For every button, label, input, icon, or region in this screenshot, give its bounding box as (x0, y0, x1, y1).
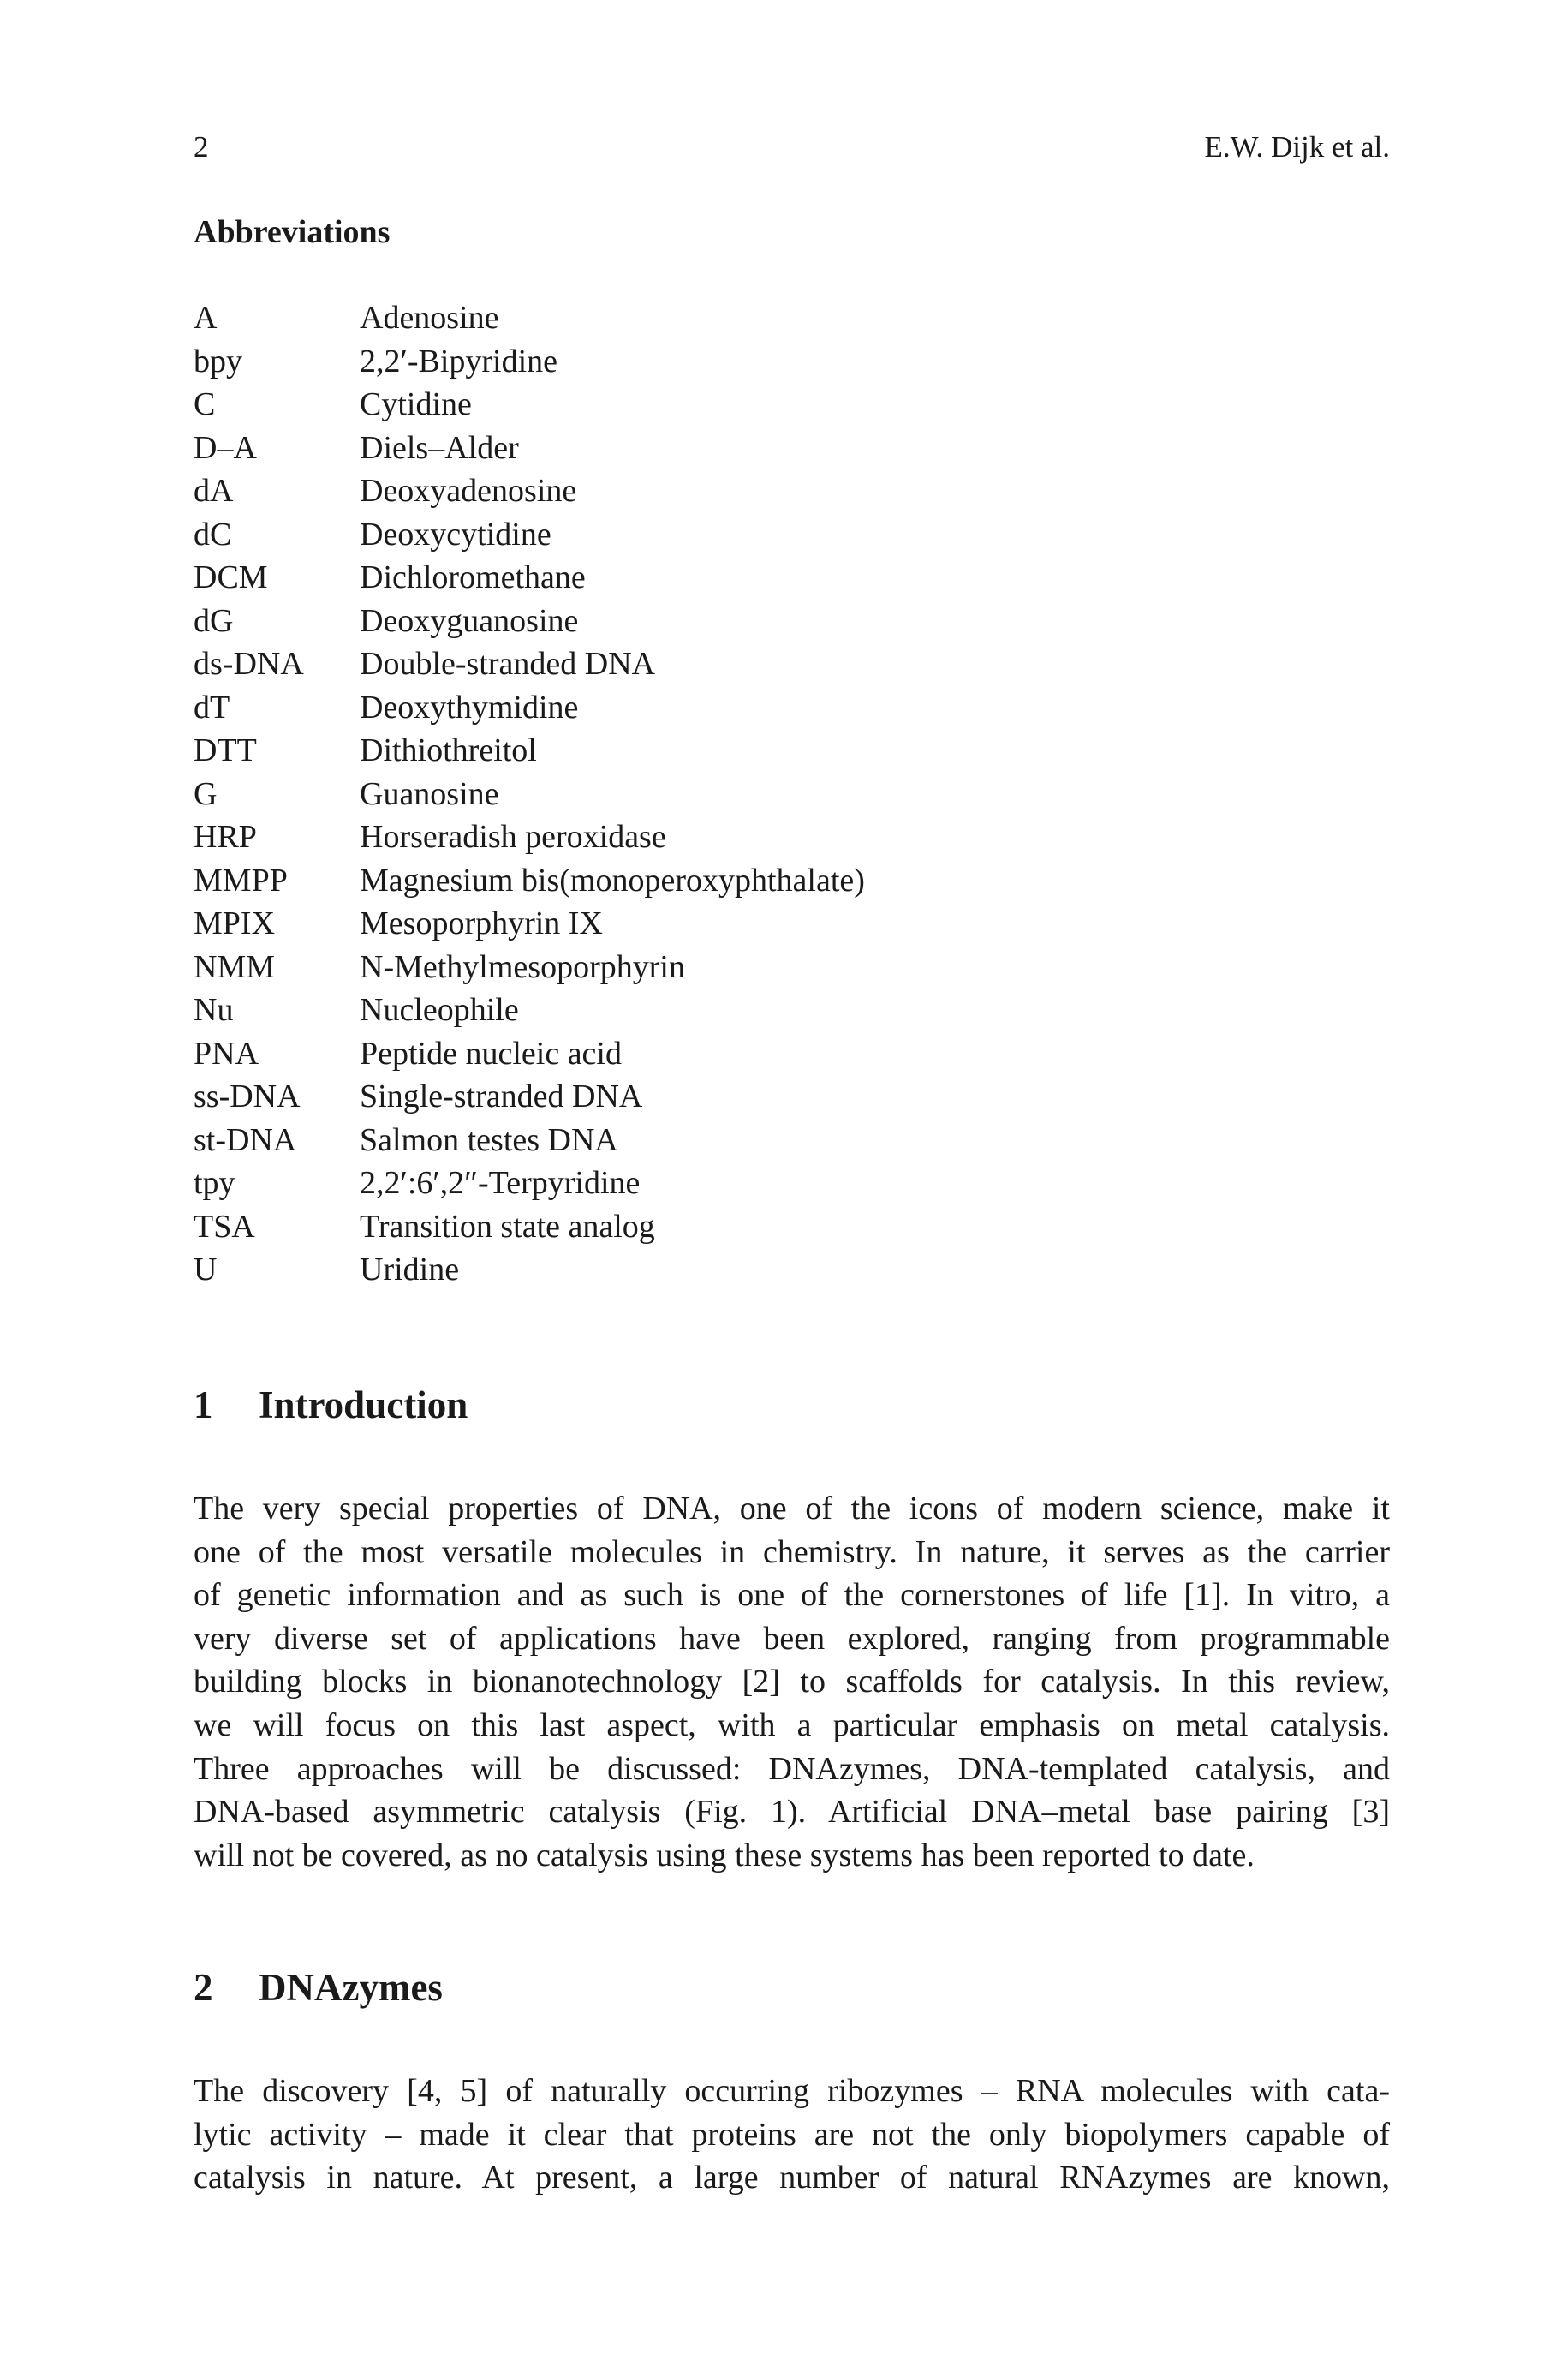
abbreviation-definition: Adenosine (360, 300, 499, 336)
section-number: 2 (194, 1966, 213, 2009)
text-line: Three approaches will be discussed: DNAzymes, DNA-templated catalysis, and (194, 1750, 1390, 1787)
text-line: catalysis in nature. At present, a large number of natural RNAzymes are known, (194, 2160, 1390, 2196)
abbreviation-row (194, 1162, 1390, 1205)
abbreviation-row (194, 1032, 1390, 1076)
text-line: The very special properties of DNA, one of the icons of modern science, make it (194, 1491, 1390, 1527)
abbreviation-row (194, 1248, 1390, 1292)
abbreviation-definition: Magnesium bis(monoperoxyphthalate) (360, 862, 865, 899)
text-line: we will focus on this last aspect, with a particular emphasis on metal catalysis. (194, 1706, 1390, 1743)
abbreviation-term: dT (194, 689, 230, 726)
abbreviation-row (194, 642, 1390, 686)
abbreviation-row (194, 989, 1390, 1032)
abbreviation-definition: Peptide nucleic acid (360, 1035, 622, 1072)
abbreviation-term: st-DNA (194, 1121, 297, 1158)
abbreviation-definition: 2,2′:6′,2″-Terpyridine (360, 1165, 641, 1201)
text-line: of genetic information and as such is one of the cornerstones of life [1]. In vitro, a (194, 1577, 1390, 1614)
abbreviation-row (194, 816, 1390, 859)
abbreviation-term: D–A (194, 429, 257, 466)
abbreviation-term: PNA (194, 1035, 259, 1072)
abbreviation-term: C (194, 386, 216, 422)
abbreviation-definition: Guanosine (360, 775, 499, 812)
abbreviation-definition: Mesoporphyrin IX (360, 905, 603, 941)
abbreviation-term: HRP (194, 819, 257, 855)
section-heading-introduction (194, 1381, 468, 1429)
abbreviation-definition: Horseradish peroxidase (360, 819, 666, 855)
section-number: 1 (194, 1383, 213, 1426)
abbreviation-term: dG (194, 602, 234, 639)
text-line: one of the most versatile molecules in chemistry. In nature, it serves as the carrier (194, 1533, 1390, 1570)
abbreviation-row (194, 729, 1390, 773)
abbreviation-row (194, 340, 1390, 384)
abbreviation-term: G (194, 775, 218, 812)
abbreviation-definition: Nucleophile (360, 992, 519, 1028)
abbreviation-definition: Diels–Alder (360, 429, 519, 466)
abbreviation-row (194, 296, 1390, 340)
abbreviation-definition: Deoxyadenosine (360, 473, 577, 509)
dnazymes-paragraph (194, 2070, 1390, 2200)
abbreviation-definition: Single-stranded DNA (360, 1078, 643, 1114)
abbreviation-term: ds-DNA (194, 646, 304, 682)
text-line: lytic activity – made it clear that proteins are not the only biopolymers capable of (194, 2116, 1390, 2153)
abbreviation-definition: Deoxyguanosine (360, 602, 579, 639)
text-line: will not be covered, as no catalysis using these systems has been reported to date. (194, 1837, 1255, 1873)
section-heading-dnazymes (194, 1963, 443, 2011)
abbreviation-definition: Dithiothreitol (360, 732, 537, 768)
abbreviation-term: tpy (194, 1165, 235, 1201)
abbreviation-row (194, 1119, 1390, 1162)
abbreviation-term: Nu (194, 992, 234, 1028)
abbreviation-row (194, 946, 1390, 989)
abbreviation-term: DCM (194, 559, 268, 595)
abbreviation-term: NMM (194, 948, 276, 985)
abbreviations-heading: Abbreviations (194, 214, 391, 250)
abbreviation-definition: Transition state analog (360, 1208, 655, 1245)
abbreviation-term: dA (194, 473, 234, 509)
abbreviation-row (194, 1205, 1390, 1249)
abbreviation-row (194, 469, 1390, 513)
abbreviation-row (194, 773, 1390, 816)
abbreviations-list (194, 296, 1390, 1292)
text-line: very diverse set of applications have been explored, ranging from programmable (194, 1620, 1390, 1657)
abbreviation-row (194, 383, 1390, 427)
text-line: The discovery [4, 5] of naturally occurring ribozymes – RNA molecules with cata- (194, 2073, 1390, 2109)
text-line: DNA-based asymmetric catalysis (Fig. 1). Artificial DNA–metal base pairing [3] (194, 1794, 1390, 1831)
page-number: 2 (194, 130, 209, 164)
abbreviation-definition: Uridine (360, 1252, 460, 1288)
abbreviation-definition: Deoxycytidine (360, 516, 551, 553)
section-title: Introduction (259, 1383, 468, 1426)
abbreviation-row (194, 556, 1390, 600)
abbreviation-term: dC (194, 516, 232, 553)
abbreviation-definition: 2,2′-Bipyridine (360, 343, 558, 379)
abbreviation-definition: Salmon testes DNA (360, 1121, 618, 1158)
page-header (194, 128, 1390, 166)
abbreviation-definition: N-Methylmesoporphyrin (360, 948, 685, 985)
abbreviation-term: MMPP (194, 862, 288, 899)
running-head: E.W. Dijk et al. (1204, 130, 1390, 164)
abbreviation-row (194, 686, 1390, 730)
abbreviation-term: U (194, 1252, 218, 1288)
abbreviation-row (194, 859, 1390, 903)
abbreviation-definition: Double-stranded DNA (360, 646, 656, 682)
text-line: building blocks in bionanotechnology [2] to scaffolds for catalysis. In this review, (194, 1664, 1390, 1700)
abbreviation-term: A (194, 300, 218, 336)
abbreviation-row (194, 1075, 1390, 1119)
abbreviation-term: TSA (194, 1208, 255, 1245)
abbreviation-row (194, 427, 1390, 470)
abbreviation-term: ss-DNA (194, 1078, 301, 1114)
section-title: DNAzymes (259, 1966, 443, 2009)
abbreviation-row (194, 513, 1390, 557)
abbreviation-term: DTT (194, 732, 257, 768)
abbreviation-definition: Dichloromethane (360, 559, 586, 595)
abbreviation-term: bpy (194, 343, 242, 379)
abbreviation-row (194, 600, 1390, 643)
abbreviation-definition: Cytidine (360, 386, 472, 422)
introduction-paragraph (194, 1487, 1390, 1877)
abbreviation-term: MPIX (194, 905, 276, 941)
abbreviation-row (194, 902, 1390, 946)
abbreviation-definition: Deoxythymidine (360, 689, 579, 726)
